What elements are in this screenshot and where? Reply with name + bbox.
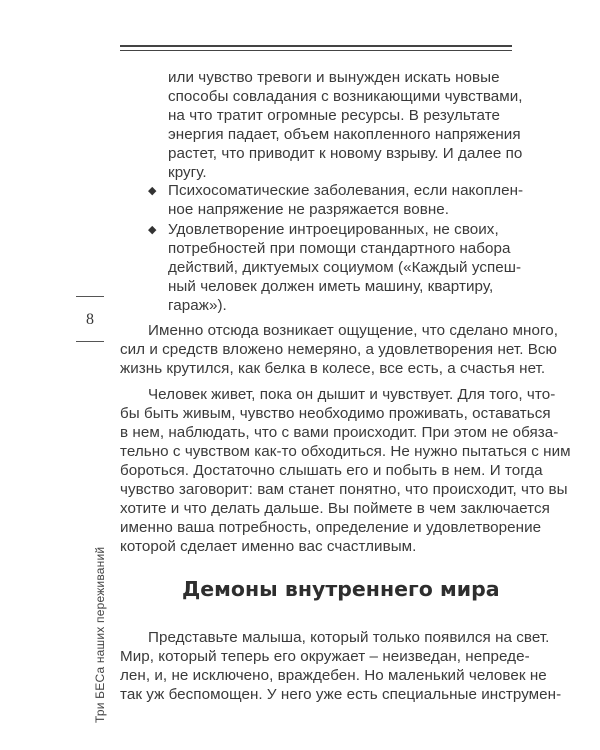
running-title: Три БЕСа наших переживаний [93,546,107,723]
text-line: Именно отсюда возникает ощущение, что сделано много, [148,322,558,339]
text-line: именно ваша потребность, определение и удовлетворение [120,519,542,536]
text-line: способы совладания с возникающими чувствами, [168,88,523,105]
text-line: так уж беспомощен. У него уже есть специальные инструмен- [120,686,562,703]
page-number-rule-top [76,296,104,297]
text-line: хотите и что делать дальше. Вы поймете в чем заключается [120,500,550,517]
text-line: гараж»). [168,297,227,314]
section-heading: Демоны внутреннего мира [182,577,500,601]
diamond-bullet-icon: ◆ [148,185,157,197]
text-line: или чувство тревоги и вынужден искать новые [168,69,500,86]
text-line: Мир, который теперь его окружает – неизведан, непреде- [120,648,530,665]
text-line: Человек живет, пока он дышит и чувствует. Для того, что- [148,386,556,403]
text-line: Представьте малыша, который только появился на свет. [148,629,550,646]
text-line: тельно с чувством как-то обходиться. Не нужно пытаться с ним [120,443,571,460]
text-line: энергия падает, объем накопленного напряжения [168,126,521,143]
text-line: действий, диктуемых социумом («Каждый успеш- [168,259,522,276]
text-line: в нем, наблюдать, что с вами происходит. При этом не обяза- [120,424,559,441]
text-line: растет, что приводит к новому взрыву. И далее по [168,145,523,162]
page-number-rule-bottom [76,341,104,342]
diamond-bullet-icon: ◆ [148,224,157,236]
text-line: на что тратит огромные ресурсы. В результате [168,107,501,124]
text-line: лен, и, не исключено, враждебен. Но маленький человек не [120,667,547,684]
text-line: чувство заговорит: вам станет понятно, что происходит, что вы [120,481,568,498]
text-line: сил и средств вложено немеряно, а удовлетворения нет. Всю [120,341,557,358]
text-line: ное напряжение не разряжается вовне. [168,201,450,218]
text-line: жизнь крутился, как белка в колесе, все есть, а счастья нет. [120,360,546,377]
page-number: 8 [86,311,94,328]
text-line: бы быть живым, чувство необходимо проживать, оставаться [120,405,551,422]
page-number-block [76,296,106,342]
top-rule [120,45,512,51]
text-line: Удовлетворение интроецированных, не своих, [168,221,499,238]
text-line: потребностей при помощи стандартного набора [168,240,511,257]
text-line: бороться. Достаточно слышать его и побыть в нем. И тогда [120,462,543,479]
text-line: Психосоматические заболевания, если накоплен- [168,182,524,199]
text-line: которой сделает именно вас счастливым. [120,538,417,555]
text-line: кругу. [168,164,207,181]
text-line: ный человек должен иметь машину, квартиру, [168,278,494,295]
